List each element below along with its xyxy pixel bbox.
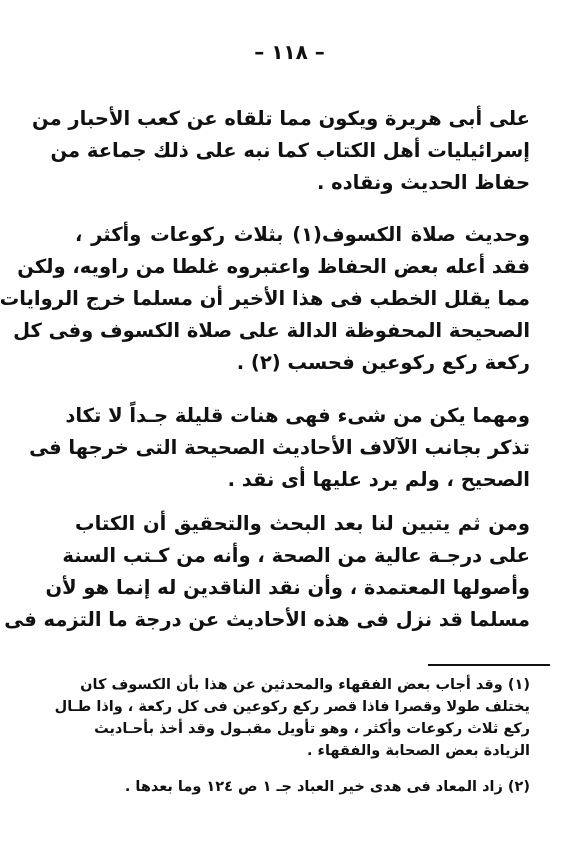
text-line: على أبى هريرة ويكون مما تلقاه عن كعب الأحبار من bbox=[32, 107, 530, 130]
text-line: الصحيح ، ولم يرد عليها أى نقد . bbox=[227, 468, 530, 491]
text-line: ركعة ركع ركوعين فحسب (٢) . bbox=[236, 351, 530, 374]
footnotes bbox=[54, 674, 530, 798]
paragraph-2 bbox=[0, 219, 530, 379]
paragraph-1 bbox=[32, 103, 530, 199]
footnote-line: (١) وقد أجاب بعض الفقهاء والمحدثين عن هذا بأن الكسوف كان bbox=[80, 677, 530, 693]
paragraph-3 bbox=[29, 400, 530, 496]
paragraph-4 bbox=[4, 508, 530, 636]
text-line: ومهما يكن من شىء فهى هنات قليلة جـداً لا تكاد bbox=[65, 404, 530, 427]
footnote-line: يختلف طولا وقصرا فاذا قصر ركع ركوعين فى كل ركعة ، واذا طـال bbox=[54, 699, 530, 715]
footnote-divider bbox=[428, 664, 550, 666]
footnote-line: (٢) زاد المعاد فى هدى خير العباد جـ ١ ص ١٢٤ وما بعدها . bbox=[124, 779, 530, 795]
text-line: مما يقلل الخطب فى هذا الأخير أن مسلما خرج الروايات bbox=[0, 287, 530, 310]
footnote-spacer bbox=[95, 762, 530, 776]
footnote-2 bbox=[95, 776, 530, 798]
text-line: ومن ثم يتبين لنا بعد البحث والتحقيق أن الكتاب bbox=[75, 512, 530, 535]
footnote-1 bbox=[54, 674, 530, 762]
text-line: تذكر بجانب الآلاف الأحاديث الصحيحة التى خرجها فى bbox=[29, 436, 530, 459]
page-number: – ١١٨ – bbox=[254, 40, 325, 64]
text-line: على درجـة عالية من الصحة ، وأنه من كـتب السنة bbox=[62, 544, 530, 567]
text-line: وحديث صلاة الكسوف(١) بثلاث ركوعات وأكثر ، bbox=[75, 223, 530, 246]
text-line: حفاظ الحديث ونقاده . bbox=[316, 171, 530, 194]
text-line: وأصولها المعتمدة ، وأن نقد الناقدين له إنما هو لأن bbox=[45, 576, 530, 599]
text-line: فقد أعله بعض الحفاظ واعتبروه غلطا من راويه، ولكن bbox=[17, 255, 530, 278]
footnote-line: ركع ثلاث ركوعات وأكثر ، وهو تأويل مقبـول وقد أخذ بأحـاديث bbox=[94, 721, 530, 737]
text-line: مسلما قد نزل فى هذه الأحاديث عن درجة ما التزمه فى bbox=[4, 608, 530, 631]
footnote-line: الزيادة بعض الصحابة والفقهاء . bbox=[306, 743, 530, 759]
text-line: الصحيحة المحفوظة الدالة على صلاة الكسوف وفى كل bbox=[13, 319, 530, 342]
text-line: إسرائيليات أهل الكتاب كما نبه على ذلك جماعة من bbox=[50, 139, 530, 162]
